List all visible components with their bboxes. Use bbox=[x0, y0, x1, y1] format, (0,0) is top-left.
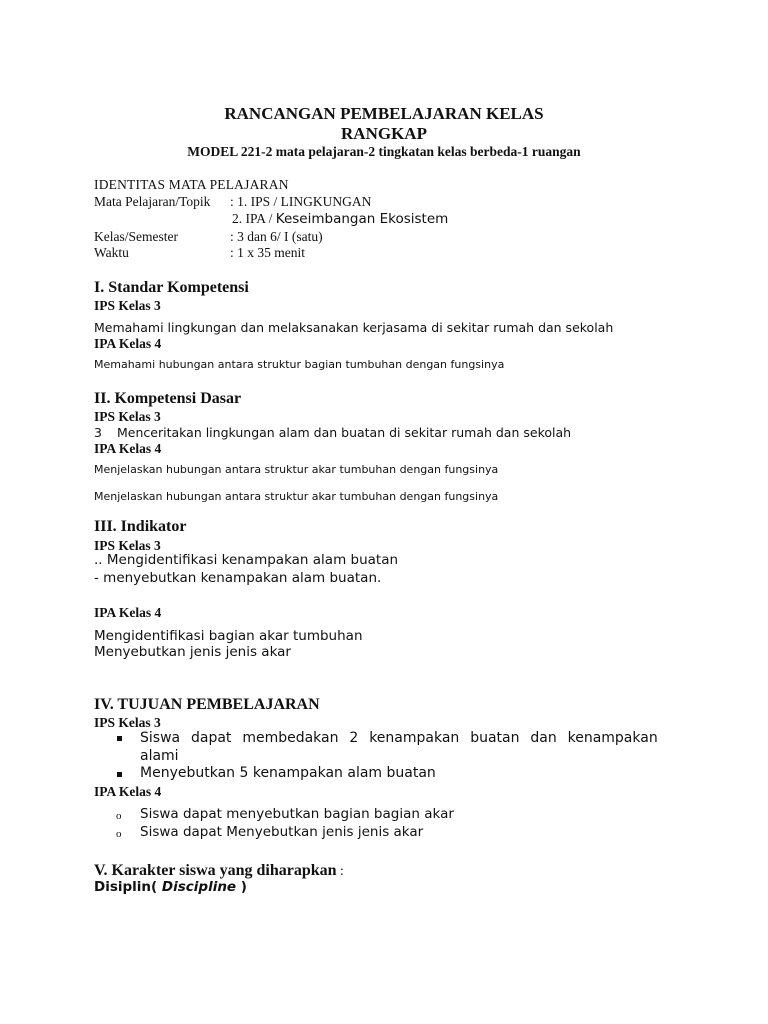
sk-ips-text: Memahami lingkungan dan melaksanakan kerjasama di sekitar rumah dan sekolah bbox=[94, 320, 614, 335]
karakter-value-italic: Discipline bbox=[161, 879, 237, 895]
karakter-value bbox=[94, 879, 247, 895]
ind-ips-item-2: - menyebutkan kenampakan alam buatan. bbox=[94, 570, 382, 586]
ident-label-waktu: Waktu bbox=[94, 245, 129, 260]
ident-label-mapel: Mata Pelajaran/Topik bbox=[94, 194, 211, 209]
ident-label-kelas: Kelas/Semester bbox=[94, 229, 178, 244]
karakter-heading-suffix: : bbox=[336, 863, 344, 878]
karakter-heading: V. Karakter siswa yang diharapkan bbox=[94, 862, 337, 879]
karakter-value-suffix: ) bbox=[236, 879, 247, 895]
ind-ipa-item-2: Menyebutkan jenis jenis akar bbox=[94, 644, 291, 660]
sk-ipa-label: IPA Kelas 4 bbox=[94, 336, 162, 351]
section-karakter bbox=[94, 862, 344, 880]
square-bullet-icon bbox=[117, 772, 122, 777]
ident-value-ipa-prefix: 2. IPA / bbox=[232, 211, 276, 226]
identitas-heading: IDENTITAS MATA PELAJARAN bbox=[94, 177, 289, 192]
section-kompetensi-dasar: II. Kompetensi Dasar bbox=[94, 390, 242, 407]
tujuan-ips-item-2: Menyebutkan 5 kenampakan alam buatan bbox=[140, 765, 436, 781]
tujuan-ips-item-1-line2: alami bbox=[140, 748, 179, 764]
kd-ips-label: IPS Kelas 3 bbox=[94, 409, 161, 424]
document-title-line2: RANGKAP bbox=[341, 124, 427, 143]
sk-ipa-text: Memahami hubungan antara struktur bagian tumbuhan dengan fungsinya bbox=[94, 358, 505, 371]
sk-ips-label: IPS Kelas 3 bbox=[94, 298, 161, 313]
square-bullet-icon bbox=[117, 736, 122, 741]
ident-value-waktu: : 1 x 35 menit bbox=[230, 245, 305, 260]
section-standar-kompetensi: I. Standar Kompetensi bbox=[94, 279, 249, 296]
tujuan-ips-item-1-line1: Siswa dapat membedakan 2 kenampakan buatan dan kenampakan bbox=[140, 730, 658, 746]
ident-value-ipa-topic: Keseimbangan Ekosistem bbox=[275, 211, 449, 227]
ident-value-ipa bbox=[232, 211, 448, 227]
section-tujuan: IV. TUJUAN PEMBELAJARAN bbox=[94, 696, 320, 713]
ident-value-mapel: : 1. IPS / LINGKUNGAN bbox=[230, 194, 372, 209]
tujuan-ipa-item-2: Siswa dapat Menyebutkan jenis jenis akar bbox=[140, 824, 424, 840]
tujuan-ips-label: IPS Kelas 3 bbox=[94, 715, 161, 730]
ind-ips-item-1: .. Mengidentifikasi kenampakan alam buatan bbox=[94, 552, 399, 568]
kd-ipa-text-2: Menjelaskan hubungan antara struktur akar tumbuhan dengan fungsinya bbox=[94, 490, 499, 503]
kd-ipa-text-1: Menjelaskan hubungan antara struktur akar tumbuhan dengan fungsinya bbox=[94, 463, 499, 476]
kd-ipa-label: IPA Kelas 4 bbox=[94, 441, 162, 456]
circle-bullet-icon: o bbox=[116, 828, 122, 840]
ind-ipa-item-1: Mengidentifikasi bagian akar tumbuhan bbox=[94, 628, 363, 644]
circle-bullet-icon: o bbox=[116, 810, 122, 822]
tujuan-ipa-label: IPA Kelas 4 bbox=[94, 784, 162, 799]
ident-value-kelas: : 3 dan 6/ I (satu) bbox=[230, 229, 323, 244]
karakter-value-prefix: Disiplin( bbox=[94, 879, 162, 895]
model-line: MODEL 221-2 mata pelajaran-2 tingkatan kelas berbeda-1 ruangan bbox=[187, 144, 581, 159]
kd-ips-text: Menceritakan lingkungan alam dan buatan di sekitar rumah dan sekolah bbox=[117, 425, 572, 440]
tujuan-ipa-item-1: Siswa dapat menyebutkan bagian bagian akar bbox=[140, 806, 454, 822]
ind-ipa-label: IPA Kelas 4 bbox=[94, 605, 162, 620]
document-title-line1: RANCANGAN PEMBELAJARAN KELAS bbox=[224, 104, 544, 123]
section-indikator: III. Indikator bbox=[94, 518, 187, 535]
ind-ips-label: IPS Kelas 3 bbox=[94, 538, 161, 553]
kd-ips-number: 3 bbox=[94, 425, 102, 440]
